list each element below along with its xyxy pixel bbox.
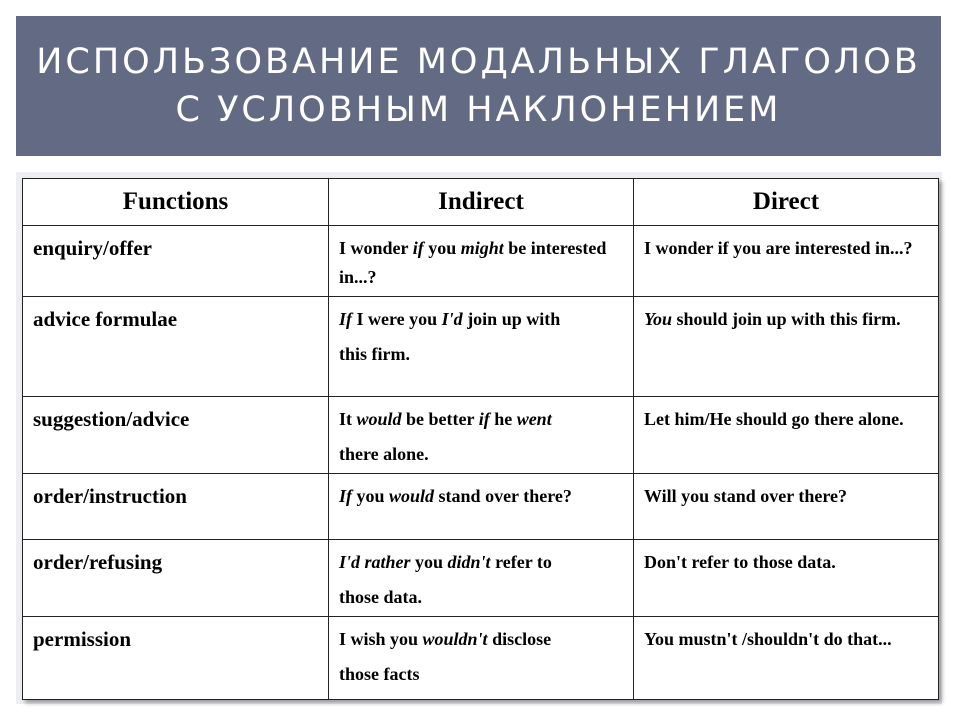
header-direct: Direct [634,179,939,226]
header-row [23,179,939,226]
table-row [23,226,939,297]
table-row [23,297,939,397]
direct-cell: You mustn't /shouldn't do that... [634,617,939,700]
indirect-cell: I'd rather you didn't refer to those data. [329,540,634,617]
direct-cell: Let him/He should go there alone. [634,397,939,474]
function-cell: enquiry/offer [23,226,329,297]
indirect-cell: I wonder if you might be interested in...? [329,226,634,297]
function-cell: advice formulae [23,297,329,397]
page-title [36,38,921,134]
indirect-cell: It would be better if he went there alone. [329,397,634,474]
title-banner [16,16,941,156]
function-cell: permission [23,617,329,700]
header-indirect: Indirect [329,179,634,226]
function-cell: order/instruction [23,474,329,540]
modal-verbs-table [22,178,939,700]
title-line-2: С УСЛОВНЫМ НАКЛОНЕНИЕМ [175,90,782,130]
header-functions: Functions [23,179,329,226]
table-row [23,474,939,540]
direct-cell: Will you stand over there? [634,474,939,540]
table-row [23,540,939,617]
function-cell: order/refusing [23,540,329,617]
indirect-cell: If I were you I'd join up with this firm. [329,297,634,397]
direct-cell: I wonder if you are interested in...? [634,226,939,297]
direct-cell: Don't refer to those data. [634,540,939,617]
indirect-cell: If you would stand over there? [329,474,634,540]
direct-cell: You should join up with this firm. [634,297,939,397]
title-line-1: ИСПОЛЬЗОВАНИЕ МОДАЛЬНЫХ ГЛАГОЛОВ [36,42,921,82]
function-cell: suggestion/advice [23,397,329,474]
table-row [23,617,939,700]
indirect-cell: I wish you wouldn't disclose those facts [329,617,634,700]
table-row [23,397,939,474]
table-container [16,172,942,704]
